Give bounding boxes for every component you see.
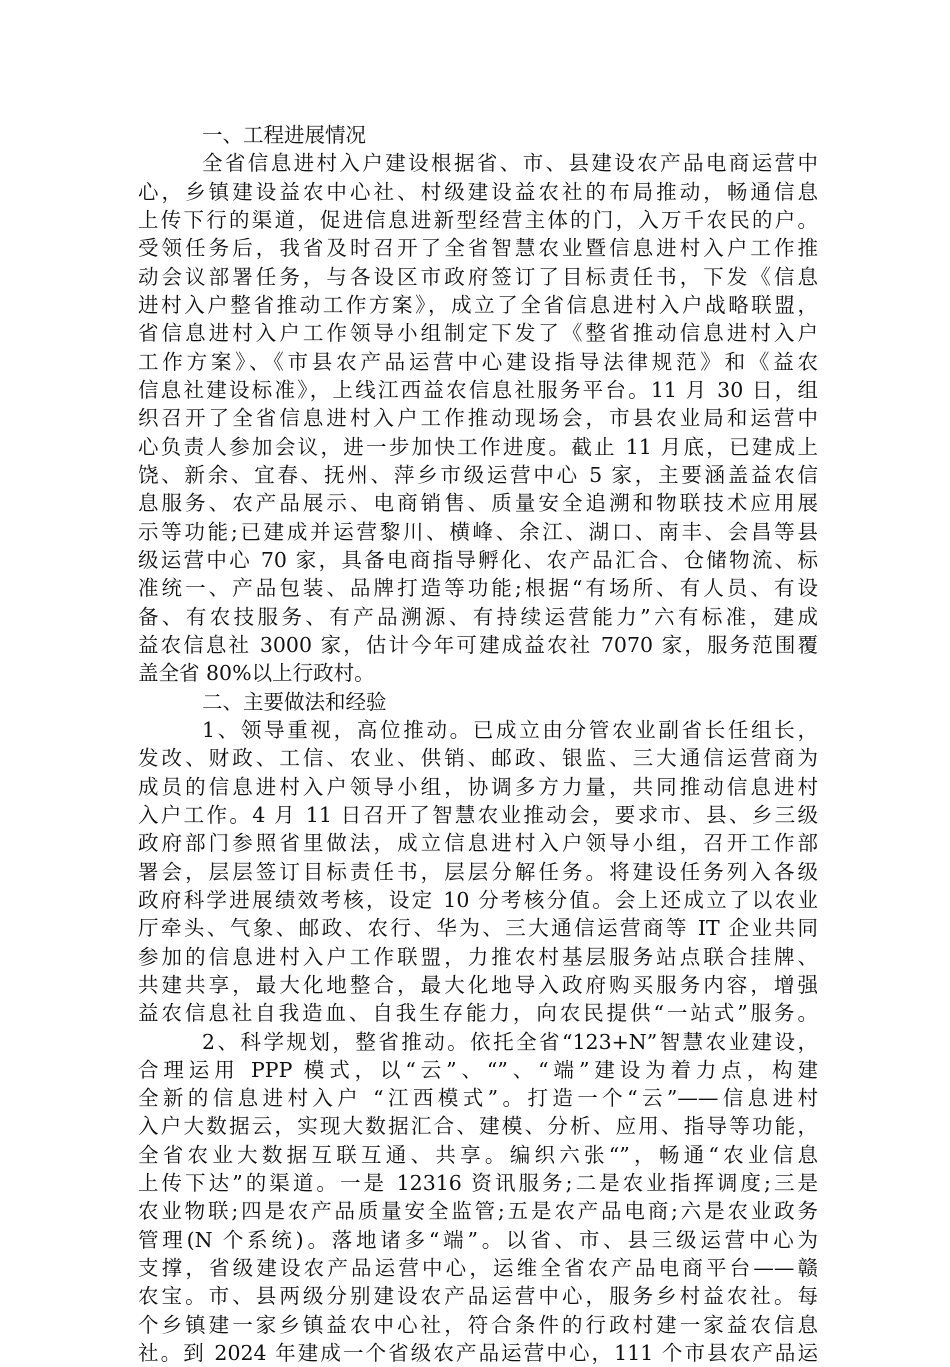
paragraph-line: 心负责人参加会议，进一步加快工作进度。截止 11 月底，已建成上 [138, 434, 818, 459]
paragraph-line: 息服务、农产品展示、电商销售、质量安全追溯和物联技术应用展 [138, 491, 818, 516]
paragraph-line: 信息社建设标准》，上线江西益农信息社服务平台。11 月 30 日，组 [138, 377, 818, 402]
paragraph-line: 成员的信息进村入户领导小组，协调多方力量，共同推动信息进村 [138, 774, 818, 799]
paragraph-line: 政府部门参照省里做法，成立信息进村入户领导小组，召开工作部 [138, 831, 818, 856]
paragraph-line: 社。到 2024 年建成一个省级农产品运营中心，111 个市县农产品运 [138, 1341, 818, 1366]
paragraph-line: 入户大数据云，实现大数据汇合、建模、分析、应用、指导等功能， [138, 1114, 818, 1139]
paragraph-line: 全省农业大数据互联互通、共享。编织六张“”，畅通“农业信息 [138, 1142, 818, 1167]
paragraph-line: 参加的信息进村入户工作联盟，力推农村基层服务站点联合挂牌、 [138, 944, 818, 969]
paragraph-line: 盖全省 80%以上行政村。 [138, 661, 375, 686]
paragraph-line: 支撑，省级建设农产品运营中心，运维全省农产品电商平台——赣 [138, 1256, 818, 1281]
paragraph-line: 农业物联;四是农产品质量安全监管;五是农产品电商;六是农业政务 [138, 1199, 818, 1224]
paragraph-line: 准统一、产品包装、品牌打造等功能;根据“有场所、有人员、有设 [138, 576, 818, 601]
paragraph-line: 工作方案》、《市县农产品运营中心建设指导法律规范》和《益农 [138, 349, 818, 374]
paragraph-line: 入户工作。4 月 11 日召开了智慧农业推动会，要求市、县、乡三级 [138, 802, 818, 827]
paragraph-line: 合理运用 PPP 模式，以“云”、“”、“端”建设为着力点，构建 [138, 1057, 818, 1082]
paragraph-line: 受领任务后，我省及时召开了全省智慧农业暨信息进村入户工作推 [138, 236, 818, 261]
paragraph-line: 2、科学规划，整省推动。依托全省“123+N”智慧农业建设， [202, 1029, 818, 1054]
paragraph-line: 益农信息社自我造血、自我生存能力，向农民提供“一站式”服务。 [138, 1001, 818, 1026]
paragraph-line: 上传下达”的渠道。一是 12316 资讯服务;二是农业指挥调度;三是 [138, 1171, 818, 1196]
paragraph-line: 饶、新余、宜春、抚州、萍乡市级运营中心 5 家，主要涵盖益农信 [138, 462, 818, 487]
paragraph-line: 益农信息社 3000 家，估计今年可建成益农社 7070 家，服务范围覆 [138, 632, 818, 657]
paragraph-line: 全省信息进村入户建设根据省、市、县建设农产品电商运营中 [202, 151, 818, 176]
paragraph-line: 织召开了全省信息进村入户工作推动现场会，市县农业局和运营中 [138, 406, 818, 431]
paragraph-line: 备、有农技服务、有产品溯源、有持续运营能力”六有标准，建成 [138, 604, 818, 629]
paragraph-line: 发改、财政、工信、农业、供销、邮政、银监、三大通信运营商为 [138, 746, 818, 771]
paragraph-line: 省信息进村入户工作领导小组制定下发了《整省推动信息进村入户 [138, 321, 818, 346]
paragraph-line: 署会，层层签订目标责任书，层层分解任务。将建设任务列入各级 [138, 859, 818, 884]
paragraph-line: 政府科学进展绩效考核，设定 10 分考核分值。会上还成立了以农业 [138, 887, 818, 912]
paragraph-line: 厅牵头、气象、邮政、农行、华为、三大通信运营商等 IT 企业共同 [138, 916, 818, 941]
paragraph-line: 管理(N 个系统)。落地诸多“端”。以省、市、县三级运营中心为 [138, 1227, 818, 1252]
document-body [138, 121, 818, 1367]
paragraph-line: 心，乡镇建设益农中心社、村级建设益农社的布局推动，畅通信息 [138, 179, 818, 204]
paragraph-line: 级运营中心 70 家，具备电商指导孵化、农产品汇合、仓储物流、标 [138, 547, 818, 572]
paragraph-line: 进村入户整省推动工作方案》，成立了全省信息进村入户战略联盟， [138, 292, 818, 317]
paragraph-line: 上传下行的渠道，促进信息进新型经营主体的门，入万千农民的户。 [138, 207, 818, 232]
section-heading: 二、主要做法和经验 [202, 689, 387, 714]
paragraph-line: 1、领导重视，高位推动。已成立由分管农业副省长任组长， [202, 717, 818, 742]
paragraph-line: 共建共享，最大化地整合，最大化地导入政府购买服务内容，增强 [138, 972, 818, 997]
paragraph-line: 农宝。市、县两级分别建设农产品运营中心，服务乡村益农社。每 [138, 1284, 818, 1309]
section-heading: 一、工程进展情况 [202, 123, 366, 147]
paragraph-line: 动会议部署任务，与各设区市政府签订了目标责任书，下发《信息 [138, 264, 818, 289]
paragraph-line: 个乡镇建一家乡镇益农中心社，符合条件的行政村建一家益农信息 [138, 1312, 818, 1337]
paragraph-line: 全新的信息进村入户 “江西模式”。打造一个“云”——信息进村 [138, 1086, 818, 1111]
paragraph-line: 示等功能;已建成并运营黎川、横峰、余江、湖口、南丰、会昌等县 [138, 519, 818, 544]
